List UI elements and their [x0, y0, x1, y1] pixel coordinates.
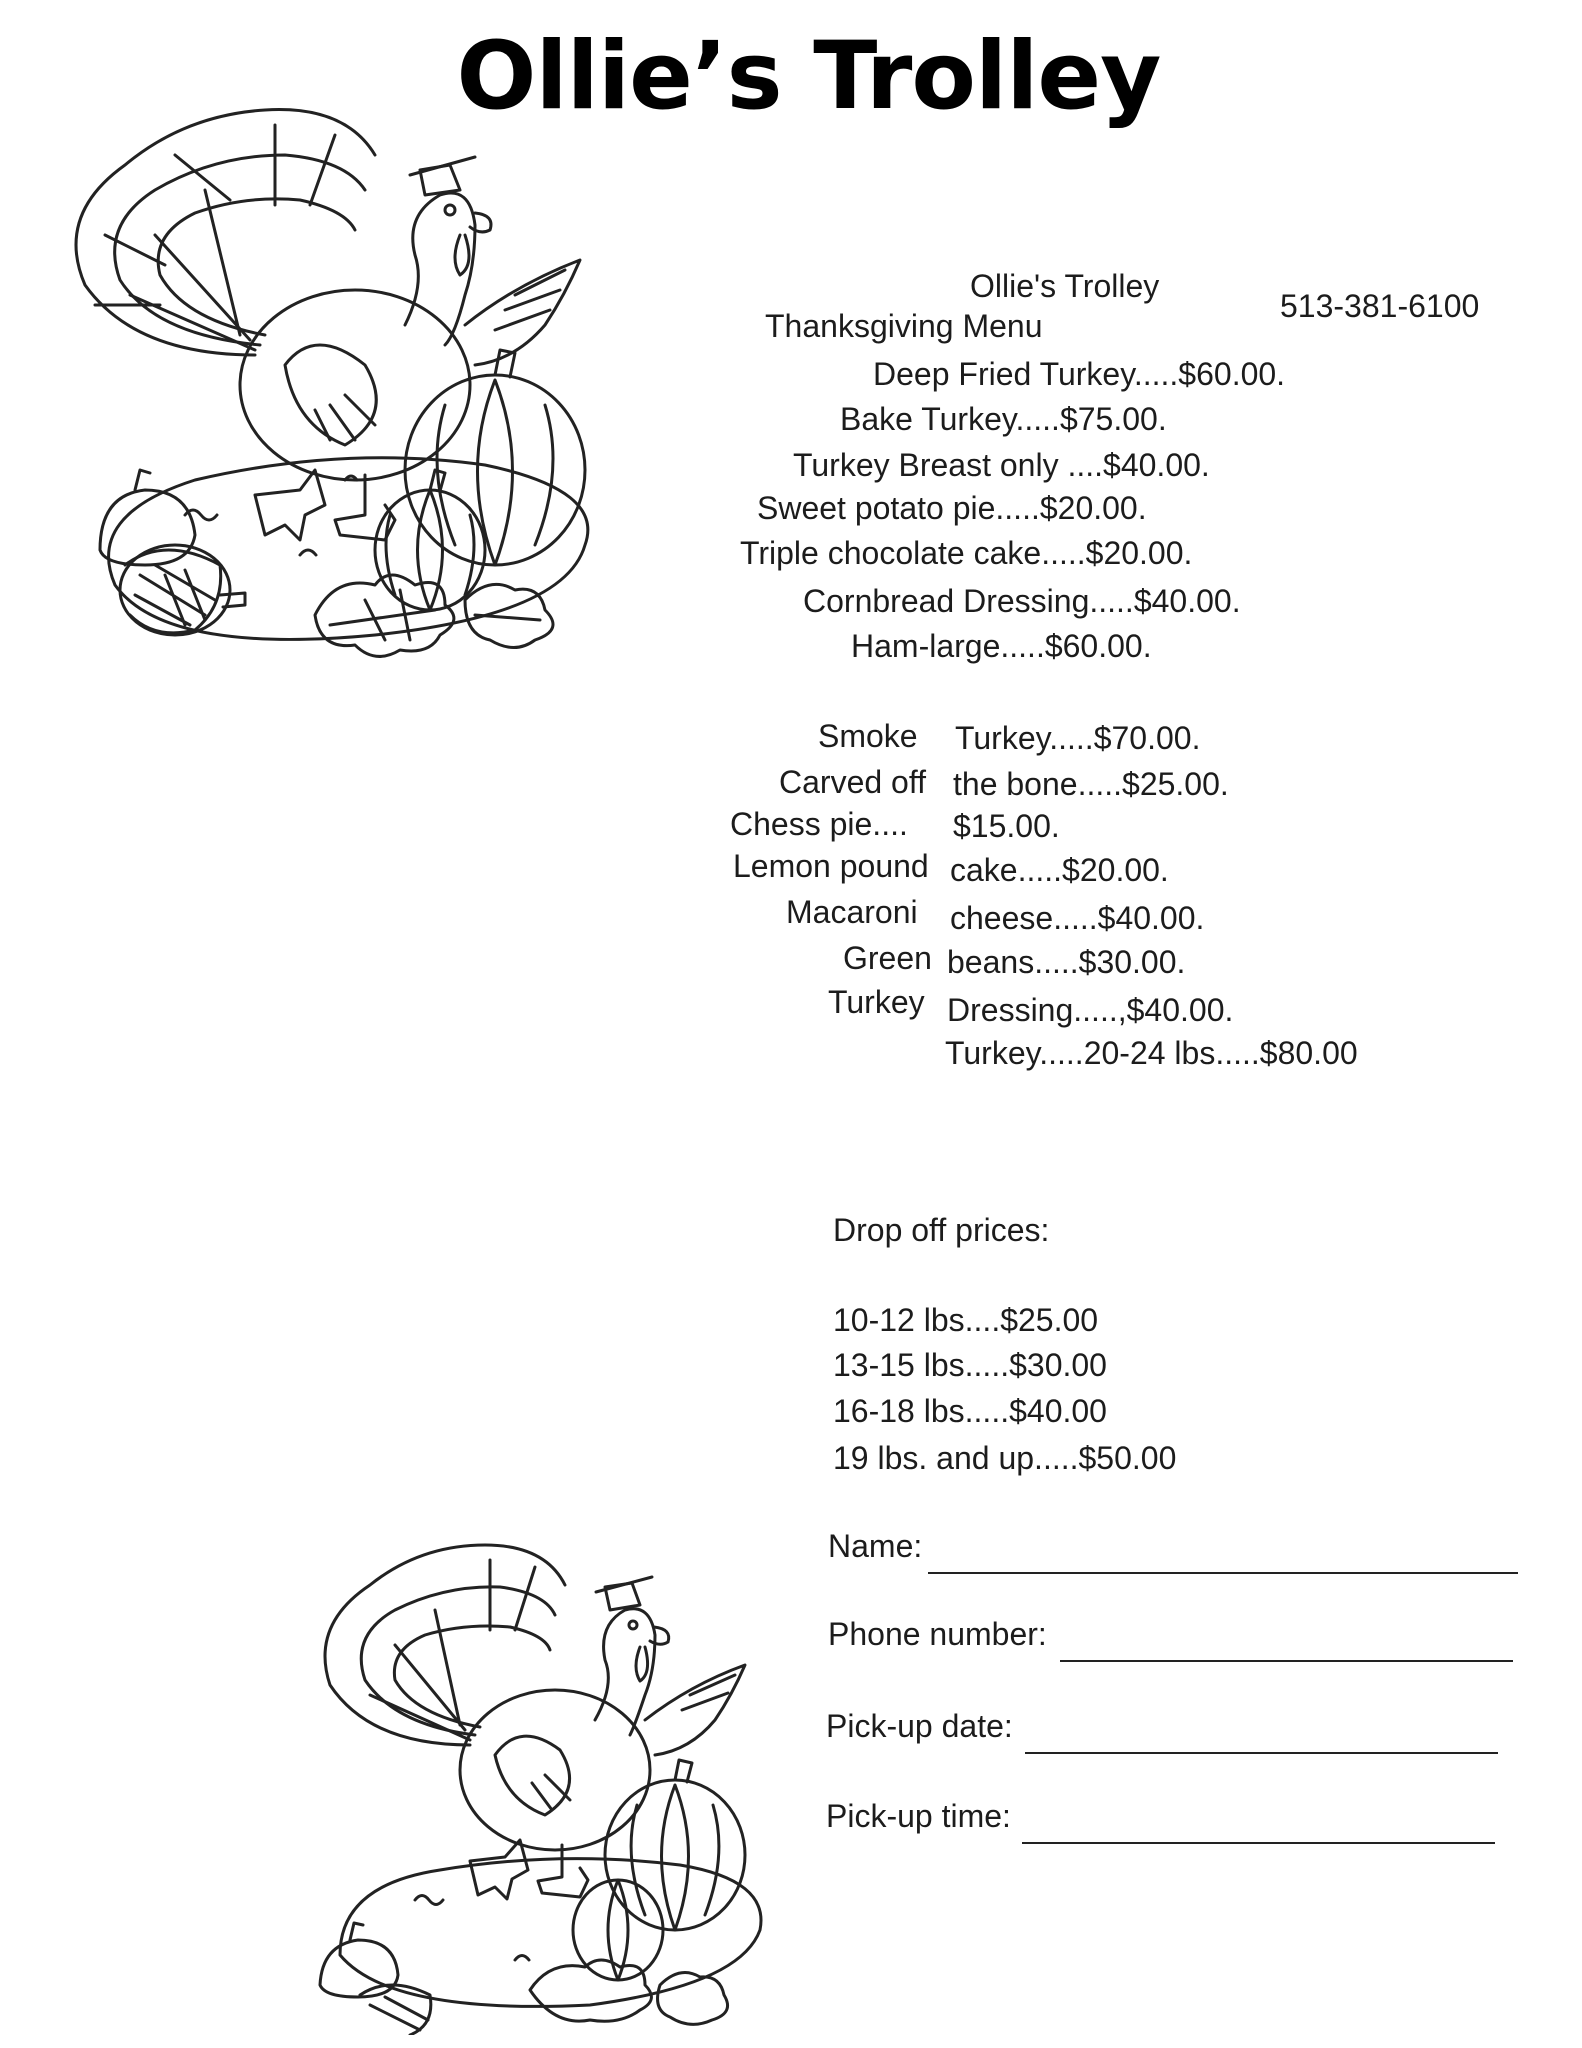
phone-field[interactable] — [1060, 1660, 1513, 1662]
turkey-illustration-bottom — [300, 1535, 840, 2035]
phone-number: 513-381-6100 — [1280, 288, 1480, 324]
menu-item-left: Chess pie.... — [730, 806, 908, 842]
menu-item-right: Dressing.....,$40.00. — [947, 992, 1234, 1028]
menu-item-left: Smoke — [818, 718, 918, 754]
menu-item-left: Turkey — [828, 984, 925, 1020]
menu-item-right: $15.00. — [953, 808, 1060, 844]
pickup-date-label: Pick-up date: — [826, 1708, 1013, 1744]
menu-item-left: Green — [843, 940, 932, 976]
restaurant-name: Ollie's Trolley — [970, 268, 1160, 304]
menu-item: Turkey.....20-24 lbs.....$80.00 — [945, 1035, 1358, 1071]
page-title: Ollie’s Trolley — [456, 22, 1161, 131]
menu-item: Cornbread Dressing.....$40.00. — [803, 583, 1241, 619]
menu-item: Sweet potato pie.....$20.00. — [757, 490, 1147, 526]
menu-item-right: the bone.....$25.00. — [953, 766, 1229, 802]
drop-off-item: 10-12 lbs....$25.00 — [833, 1302, 1099, 1338]
menu-item: Turkey Breast only ....$40.00. — [793, 447, 1210, 483]
menu-item: Bake Turkey.....$75.00. — [840, 401, 1167, 437]
menu-item: Ham-large.....$60.00. — [851, 628, 1152, 664]
menu-title: Thanksgiving Menu — [765, 308, 1043, 344]
menu-item-right: beans.....$30.00. — [947, 944, 1186, 980]
menu-item-right: cake.....$20.00. — [950, 852, 1169, 888]
name-field[interactable] — [928, 1572, 1518, 1574]
menu-item: Deep Fried Turkey.....$60.00. — [873, 356, 1286, 392]
menu-item: Triple chocolate cake.....$20.00. — [740, 535, 1193, 571]
drop-off-item: 19 lbs. and up.....$50.00 — [833, 1440, 1177, 1476]
drop-off-item: 16-18 lbs.....$40.00 — [833, 1393, 1107, 1429]
menu-item-left: Macaroni — [786, 894, 918, 930]
menu-item-left: Carved off — [779, 764, 927, 800]
drop-off-item: 13-15 lbs.....$30.00 — [833, 1347, 1107, 1383]
pickup-time-field[interactable] — [1022, 1842, 1495, 1844]
phone-label: Phone number: — [828, 1616, 1047, 1652]
turkey-illustration-top — [45, 95, 705, 725]
menu-item-left: Lemon pound — [733, 848, 929, 884]
name-label: Name: — [828, 1528, 923, 1564]
menu-item-right: cheese.....$40.00. — [950, 900, 1205, 936]
pickup-time-label: Pick-up time: — [826, 1798, 1011, 1834]
drop-off-heading: Drop off prices: — [833, 1212, 1050, 1248]
pickup-date-field[interactable] — [1025, 1752, 1498, 1754]
menu-item-right: Turkey.....$70.00. — [955, 720, 1201, 756]
